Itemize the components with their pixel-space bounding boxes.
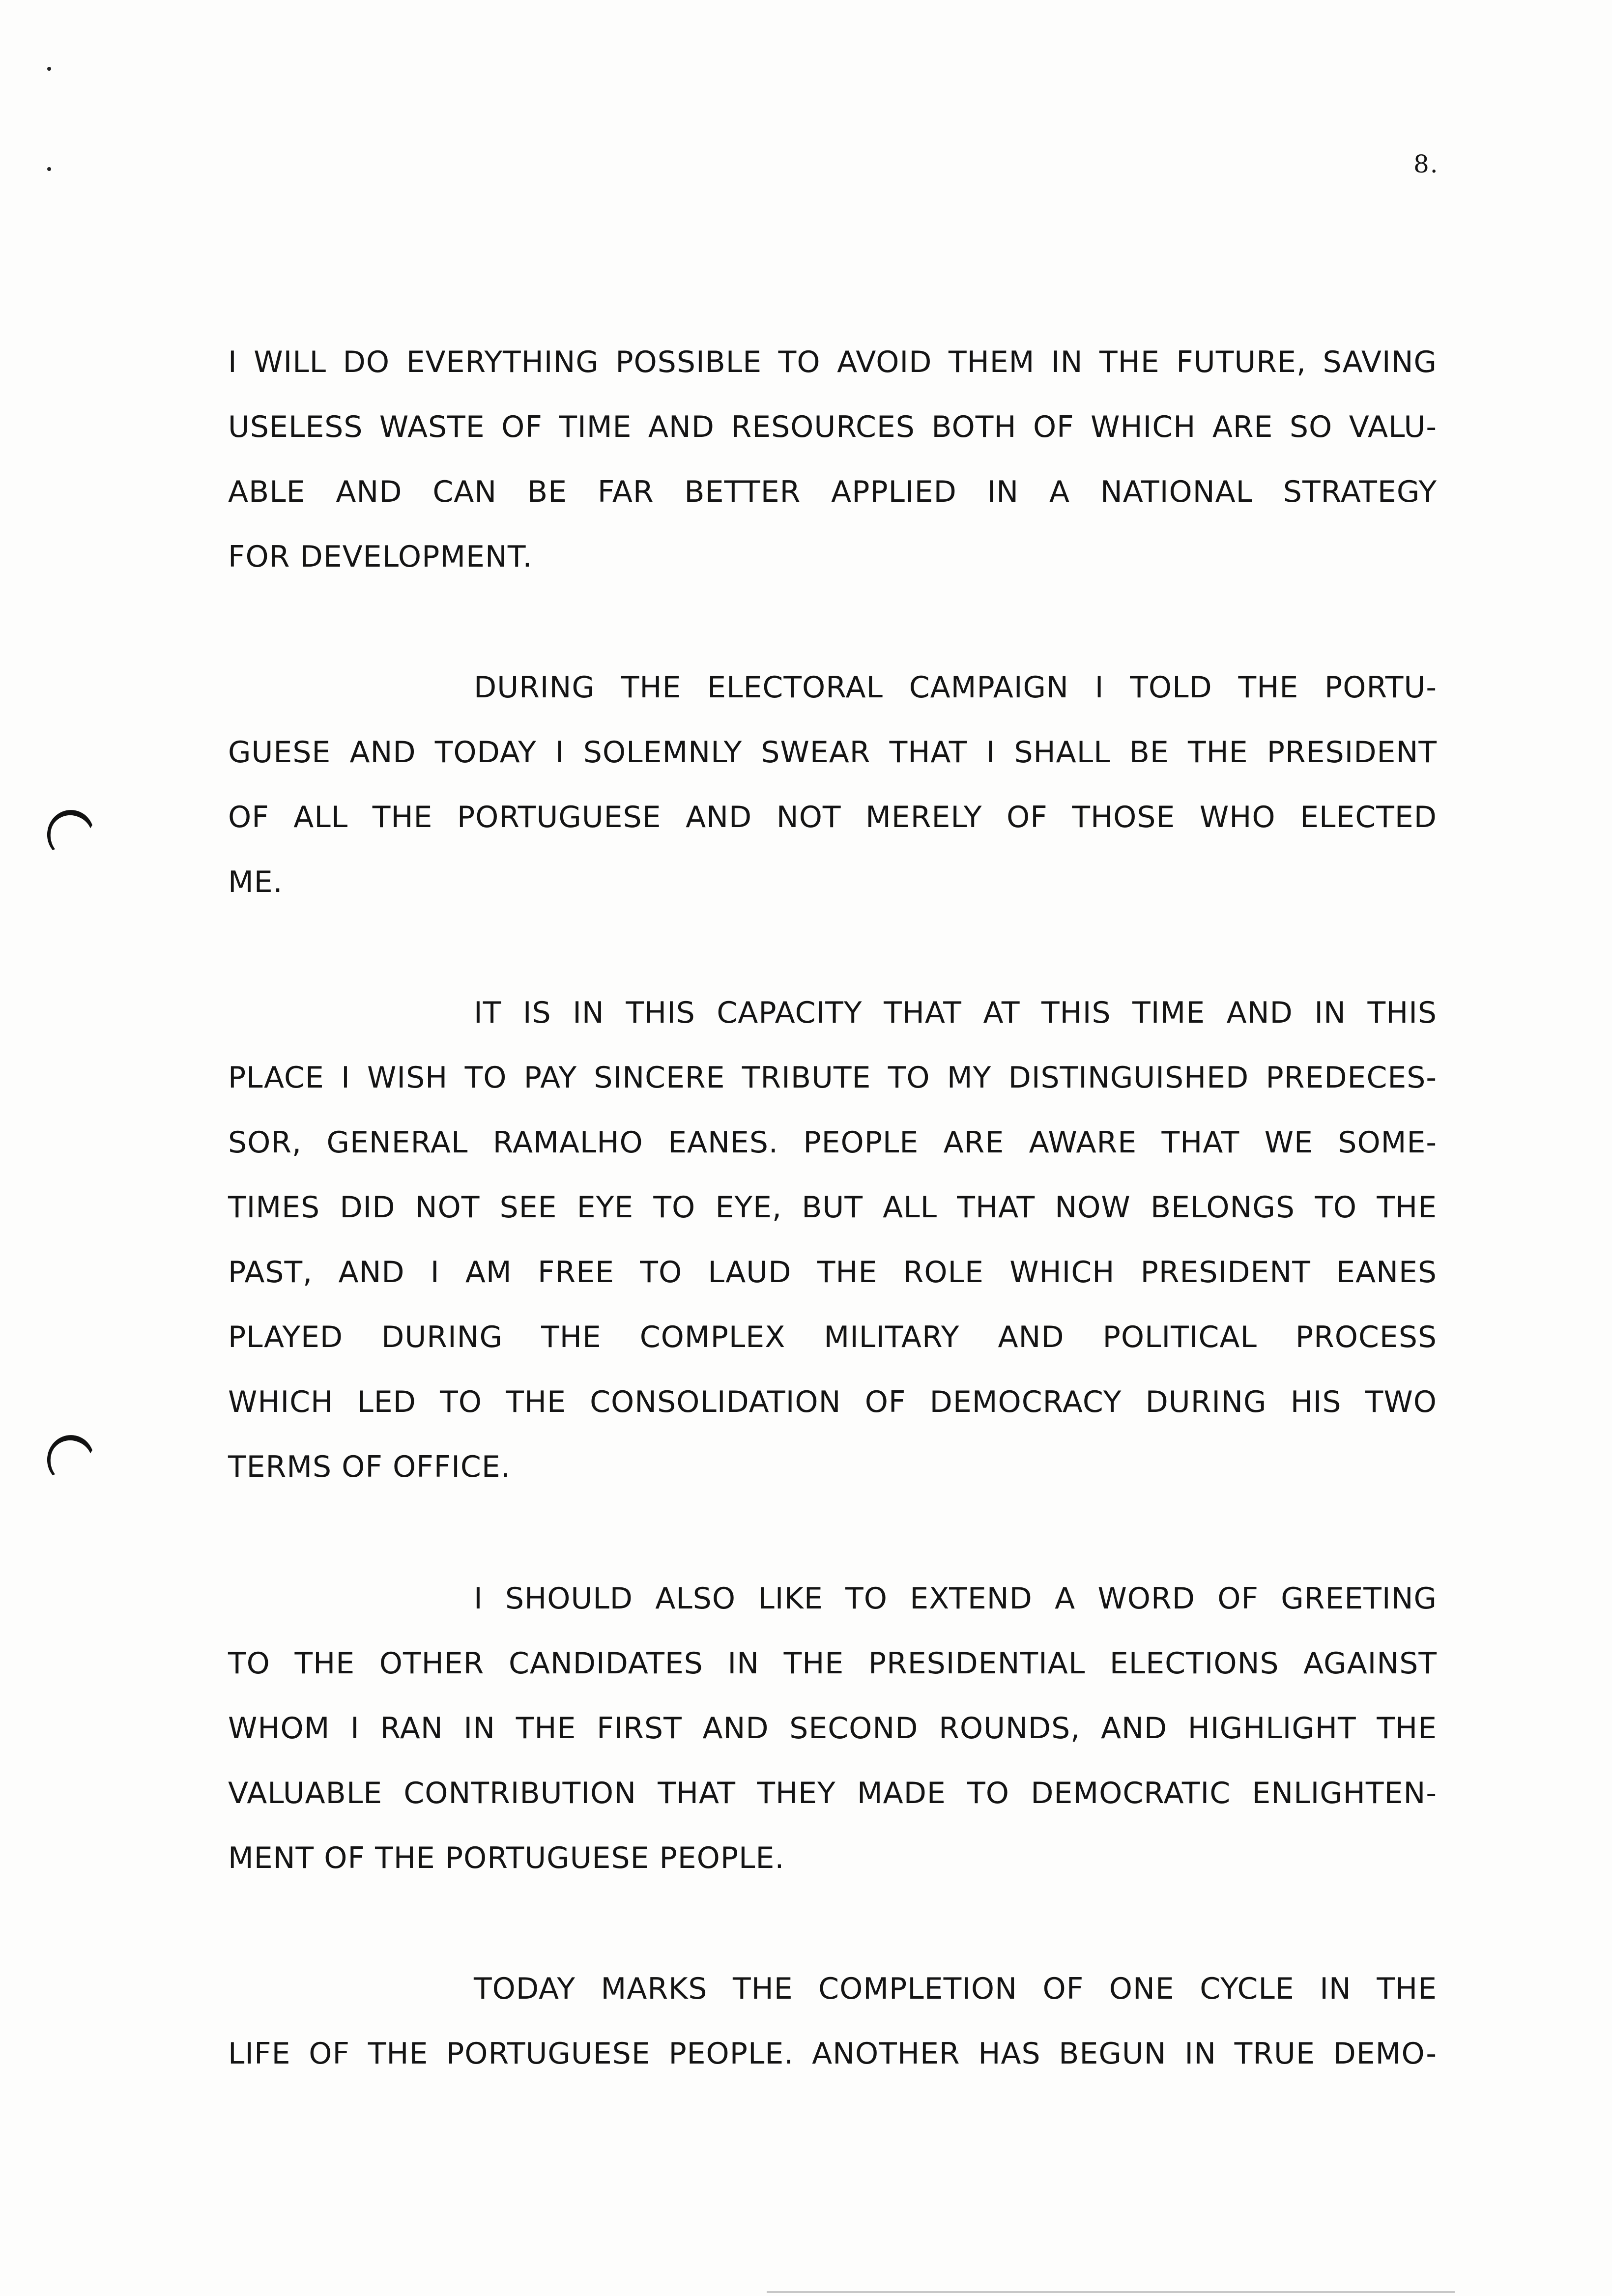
text-line: TODAY MARKS THE COMPLETION OF ONE CYCLE IN THE bbox=[474, 1972, 1437, 2006]
text-line: ME. bbox=[228, 865, 283, 899]
text-line: I WILL DO EVERYTHING POSSIBLE TO AVOID THEM IN THE FUTURE, SAVING bbox=[228, 345, 1437, 379]
text-line: PLAYED DURING THE COMPLEX MILITARY AND POLITICAL PROCESS bbox=[228, 1320, 1437, 1354]
scan-edge-line bbox=[767, 2291, 1455, 2293]
text-line: SOR, GENERAL RAMALHO EANES. PEOPLE ARE AWARE THAT WE SOME- bbox=[228, 1125, 1437, 1160]
text-line: FOR DEVELOPMENT. bbox=[228, 540, 533, 574]
text-line: VALUABLE CONTRIBUTION THAT THEY MADE TO DEMOCRATIC ENLIGHTEN- bbox=[228, 1776, 1437, 1810]
punch-hole-mark bbox=[43, 1431, 99, 1488]
text-line: TERMS OF OFFICE. bbox=[228, 1450, 511, 1484]
text-line: MENT OF THE PORTUGUESE PEOPLE. bbox=[228, 1841, 785, 1875]
text-line: LIFE OF THE PORTUGUESE PEOPLE. ANOTHER HAS BEGUN IN TRUE DEMO- bbox=[228, 2037, 1437, 2071]
text-line: IT IS IN THIS CAPACITY THAT AT THIS TIME AND IN THIS bbox=[474, 996, 1437, 1030]
text-line: PLACE I WISH TO PAY SINCERE TRIBUTE TO MY DISTINGUISHED PREDECES- bbox=[228, 1061, 1437, 1095]
text-line: WHOM I RAN IN THE FIRST AND SECOND ROUNDS, AND HIGHLIGHT THE bbox=[228, 1711, 1437, 1746]
scan-speck bbox=[47, 67, 51, 71]
punch-hole-mark bbox=[43, 805, 99, 863]
text-line: GUESE AND TODAY I SOLEMNLY SWEAR THAT I SHALL BE THE PRESIDENT bbox=[228, 735, 1437, 770]
text-line: TO THE OTHER CANDIDATES IN THE PRESIDENTIAL ELECTIONS AGAINST bbox=[228, 1646, 1437, 1681]
scan-speck bbox=[47, 167, 51, 171]
text-line: OF ALL THE PORTUGUESE AND NOT MERELY OF THOSE WHO ELECTED bbox=[228, 800, 1437, 834]
text-line: ABLE AND CAN BE FAR BETTER APPLIED IN A NATIONAL STRATEGY bbox=[228, 475, 1437, 509]
text-line: WHICH LED TO THE CONSOLIDATION OF DEMOCRACY DURING HIS TWO bbox=[228, 1385, 1437, 1419]
text-line: DURING THE ELECTORAL CAMPAIGN I TOLD THE PORTU- bbox=[474, 670, 1437, 705]
text-line: TIMES DID NOT SEE EYE TO EYE, BUT ALL THAT NOW BELONGS TO THE bbox=[228, 1190, 1437, 1225]
page-number: 8. bbox=[1413, 150, 1439, 178]
text-line: I SHOULD ALSO LIKE TO EXTEND A WORD OF GREETING bbox=[474, 1581, 1437, 1616]
text-line: USELESS WASTE OF TIME AND RESOURCES BOTH OF WHICH ARE SO VALU- bbox=[228, 410, 1437, 444]
text-line: PAST, AND I AM FREE TO LAUD THE ROLE WHICH PRESIDENT EANES bbox=[228, 1255, 1437, 1290]
